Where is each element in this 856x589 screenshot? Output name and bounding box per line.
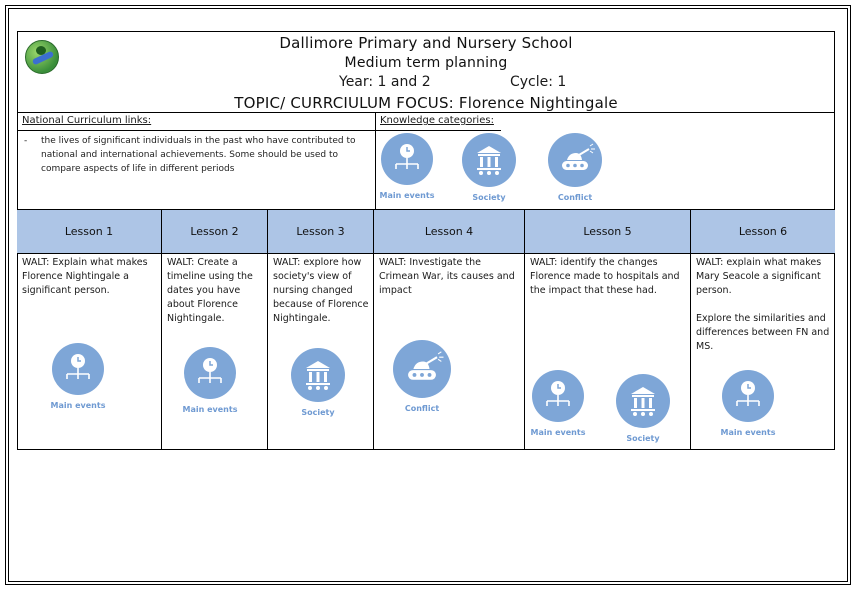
lesson-1-title: Lesson 1 [64,225,114,238]
walt-text: WALT: Explain what makes Florence Nightingale a significant person. [22,257,148,296]
plan-subtitle: Medium term planning [344,55,508,71]
divider-header [17,112,835,113]
walt-text: WALT: Create a timeline using the dates you have about Florence Nightingale. [167,257,253,324]
lesson-5-walt [530,256,685,298]
category-label: Society [626,434,660,443]
divider-lessons-head [17,253,835,254]
walt-text: WALT: identify the changes Florence made to hospitals and the impact that these had. [530,257,680,296]
category-label: Conflict [557,193,593,202]
timeline-clock-icon [381,133,433,185]
lesson-3-category [283,348,353,417]
nc-bullet [24,134,364,176]
year-label: Year: 1 and 2 [339,74,431,90]
kc-label: Knowledge categories: [380,115,494,126]
tank-icon [393,340,451,398]
timeline-clock-icon [532,370,584,422]
topic-title: TOPIC/ CURRCIULUM FOCUS: Florence Nightingale [234,94,618,112]
bullet-dash: - [24,136,28,146]
building-people-icon [291,348,345,402]
lesson-5-category-1 [523,370,593,437]
lesson-6-walt [696,256,830,354]
walt-text: WALT: explore how society's view of nursing changed because of Florence Nightingale. [273,257,369,324]
lesson-2-title: Lesson 2 [190,225,239,238]
walt-text: WALT: explain what makes Mary Seacole a significant person. [696,257,822,296]
tank-icon [548,133,602,187]
category-label: Society [472,193,506,202]
category-label: Conflict [404,404,440,413]
category-label: Society [301,408,335,417]
divider-nc-label [17,130,376,131]
lesson-4-walt [379,256,519,298]
divider-kc-label [376,130,501,131]
nc-label: National Curriculum links: [22,115,152,126]
building-people-icon [462,133,516,187]
cycle-label: Cycle: 1 [510,74,567,90]
lesson-1-category [43,343,113,410]
lesson-5-category-2 [608,374,678,443]
category-label: Main events [379,191,435,200]
lesson-4-title: Lesson 4 [424,225,474,238]
category-conflict [540,133,610,202]
lesson-6-title: Lesson 6 [738,225,788,238]
category-society [454,133,524,202]
category-label: Main events [182,405,238,414]
nc-text: the lives of significant individuals in the past who have contributed to national and international achievements. Some should be used to compare aspects of life in different periods [41,136,356,174]
lesson-1-walt [22,256,157,298]
school-name: Dallimore Primary and Nursery School [279,34,573,52]
walt-text: WALT: Investigate the Crimean War, its causes and impact [379,257,515,296]
lesson-5-title: Lesson 5 [583,225,632,238]
walt-text: Explore the similarities and differences between FN and MS. [696,313,830,352]
timeline-clock-icon [184,347,236,399]
category-label: Main events [50,401,106,410]
category-main-events [372,133,442,200]
lesson-6-category [713,370,783,437]
lesson-3-title: Lesson 3 [296,225,345,238]
category-label: Main events [720,428,776,437]
timeline-clock-icon [722,370,774,422]
timeline-clock-icon [52,343,104,395]
lesson-2-category [175,347,245,414]
lesson-3-walt [273,256,369,326]
lesson-4-category [387,340,457,413]
lesson-2-walt [167,256,263,326]
category-label: Main events [530,428,586,437]
year-cycle-row [17,74,835,92]
building-people-icon [616,374,670,428]
